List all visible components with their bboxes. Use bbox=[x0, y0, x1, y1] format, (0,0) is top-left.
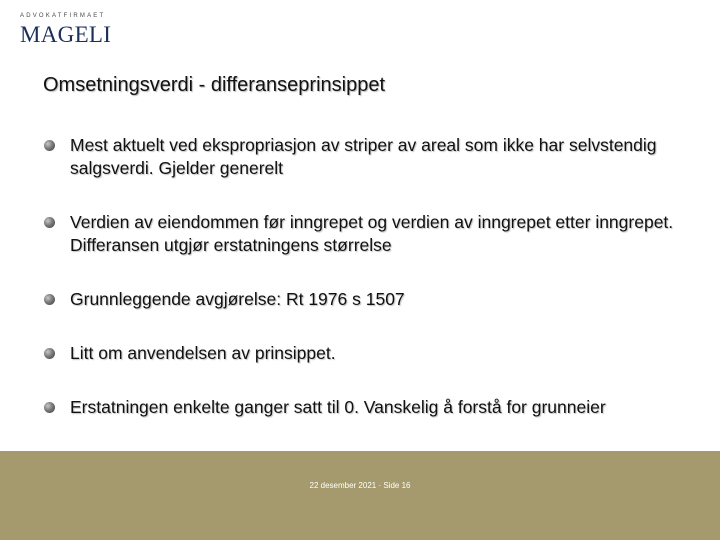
footer-band bbox=[0, 451, 720, 540]
bullet-text: Erstatningen enkelte ganger satt til 0. Vanskelig å forstå for grunneier bbox=[70, 397, 606, 417]
bullet-text: Mest aktuelt ved ekspropriasjon av striper av areal som ikke har selvstendig salgsverdi. Gjelder generelt bbox=[70, 135, 657, 178]
bullet-item bbox=[44, 342, 684, 365]
logo-name: MAGELI bbox=[20, 22, 112, 47]
company-logo bbox=[20, 12, 120, 48]
bullet-item bbox=[44, 211, 684, 257]
bullet-text: Verdien av eiendommen før inngrepet og verdien av inngrepet etter inngrepet. Differansen utgjør erstatningens størrelse bbox=[70, 212, 674, 255]
bullet-dot-icon bbox=[44, 140, 55, 151]
bullet-item bbox=[44, 288, 684, 311]
slide-title: Omsetningsverdi - differanseprinsippet bbox=[43, 74, 386, 96]
bullet-item bbox=[44, 396, 684, 419]
bullet-text: Litt om anvendelsen av prinsippet. bbox=[70, 343, 336, 363]
bullet-dot-icon bbox=[44, 217, 55, 228]
bullet-dot-icon bbox=[44, 348, 55, 359]
footer-date-page: 22 desember 2021 · Side 16 bbox=[309, 481, 411, 490]
bullet-item bbox=[44, 134, 684, 180]
logo-tagline: ADVOKATFIRMAET bbox=[20, 13, 106, 19]
bullet-text: Grunnleggende avgjørelse: Rt 1976 s 1507 bbox=[70, 289, 405, 309]
bullet-dot-icon bbox=[44, 294, 55, 305]
bullet-list bbox=[44, 134, 684, 419]
bullet-dot-icon bbox=[44, 402, 55, 413]
